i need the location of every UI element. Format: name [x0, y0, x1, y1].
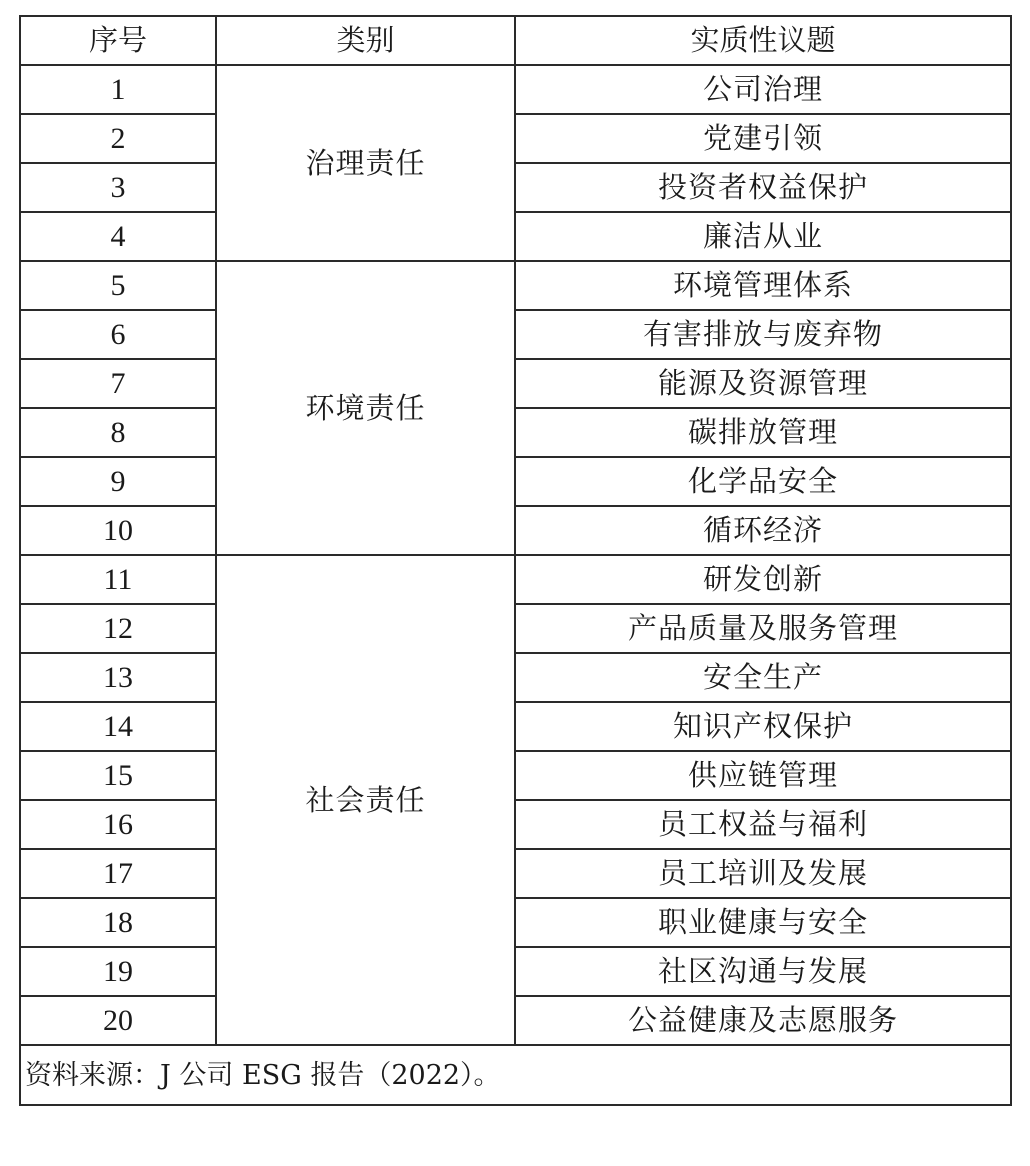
topic-cell: 廉洁从业: [515, 212, 1011, 261]
row-index: 9: [20, 457, 216, 506]
table-row: [20, 408, 1011, 457]
topic-cell: 有害排放与废弃物: [515, 310, 1011, 359]
topic-cell: 社区沟通与发展: [515, 947, 1011, 996]
topic-cell: 安全生产: [515, 653, 1011, 702]
source-row: [20, 1045, 1011, 1105]
topic-cell: 员工培训及发展: [515, 849, 1011, 898]
topic-cell: 供应链管理: [515, 751, 1011, 800]
row-index: 15: [20, 751, 216, 800]
table-row: [20, 751, 1011, 800]
row-index: 7: [20, 359, 216, 408]
row-index: 4: [20, 212, 216, 261]
row-index: 20: [20, 996, 216, 1045]
table-row: [20, 114, 1011, 163]
table-row: [20, 261, 1011, 310]
table-row: [20, 604, 1011, 653]
row-index: 13: [20, 653, 216, 702]
table-row: [20, 653, 1011, 702]
row-index: 1: [20, 65, 216, 114]
topic-cell: 碳排放管理: [515, 408, 1011, 457]
row-index: 3: [20, 163, 216, 212]
topic-cell: 知识产权保护: [515, 702, 1011, 751]
row-index: 18: [20, 898, 216, 947]
row-index: 5: [20, 261, 216, 310]
row-index: 10: [20, 506, 216, 555]
table-row: [20, 359, 1011, 408]
category-cell: 社会责任: [216, 555, 515, 1045]
table-row: [20, 555, 1011, 604]
table-row: [20, 65, 1011, 114]
table-row: [20, 849, 1011, 898]
row-index: 17: [20, 849, 216, 898]
topic-cell: 公司治理: [515, 65, 1011, 114]
topic-cell: 职业健康与安全: [515, 898, 1011, 947]
table-row: [20, 702, 1011, 751]
table-row: [20, 996, 1011, 1045]
table-row: [20, 947, 1011, 996]
topic-cell: 能源及资源管理: [515, 359, 1011, 408]
source-note: 资料来源：J 公司 ESG 报告（2022）。: [20, 1045, 1011, 1105]
header-row: [20, 16, 1011, 65]
topic-cell: 研发创新: [515, 555, 1011, 604]
table-row: [20, 506, 1011, 555]
table-row: [20, 898, 1011, 947]
header-category: 类别: [216, 16, 515, 65]
category-cell: 治理责任: [216, 65, 515, 261]
row-index: 11: [20, 555, 216, 604]
topic-cell: 党建引领: [515, 114, 1011, 163]
topic-cell: 投资者权益保护: [515, 163, 1011, 212]
topic-cell: 化学品安全: [515, 457, 1011, 506]
materiality-table: [19, 15, 1012, 1106]
topic-cell: 公益健康及志愿服务: [515, 996, 1011, 1045]
table-body: [20, 65, 1011, 1045]
header-topic: 实质性议题: [515, 16, 1011, 65]
row-index: 6: [20, 310, 216, 359]
row-index: 16: [20, 800, 216, 849]
topic-cell: 员工权益与福利: [515, 800, 1011, 849]
header-index: 序号: [20, 16, 216, 65]
topic-cell: 产品质量及服务管理: [515, 604, 1011, 653]
topic-cell: 循环经济: [515, 506, 1011, 555]
row-index: 8: [20, 408, 216, 457]
row-index: 19: [20, 947, 216, 996]
topic-cell: 环境管理体系: [515, 261, 1011, 310]
table-row: [20, 310, 1011, 359]
row-index: 12: [20, 604, 216, 653]
table-row: [20, 163, 1011, 212]
category-cell: 环境责任: [216, 261, 515, 555]
row-index: 14: [20, 702, 216, 751]
table-row: [20, 212, 1011, 261]
row-index: 2: [20, 114, 216, 163]
table-row: [20, 800, 1011, 849]
table-row: [20, 457, 1011, 506]
